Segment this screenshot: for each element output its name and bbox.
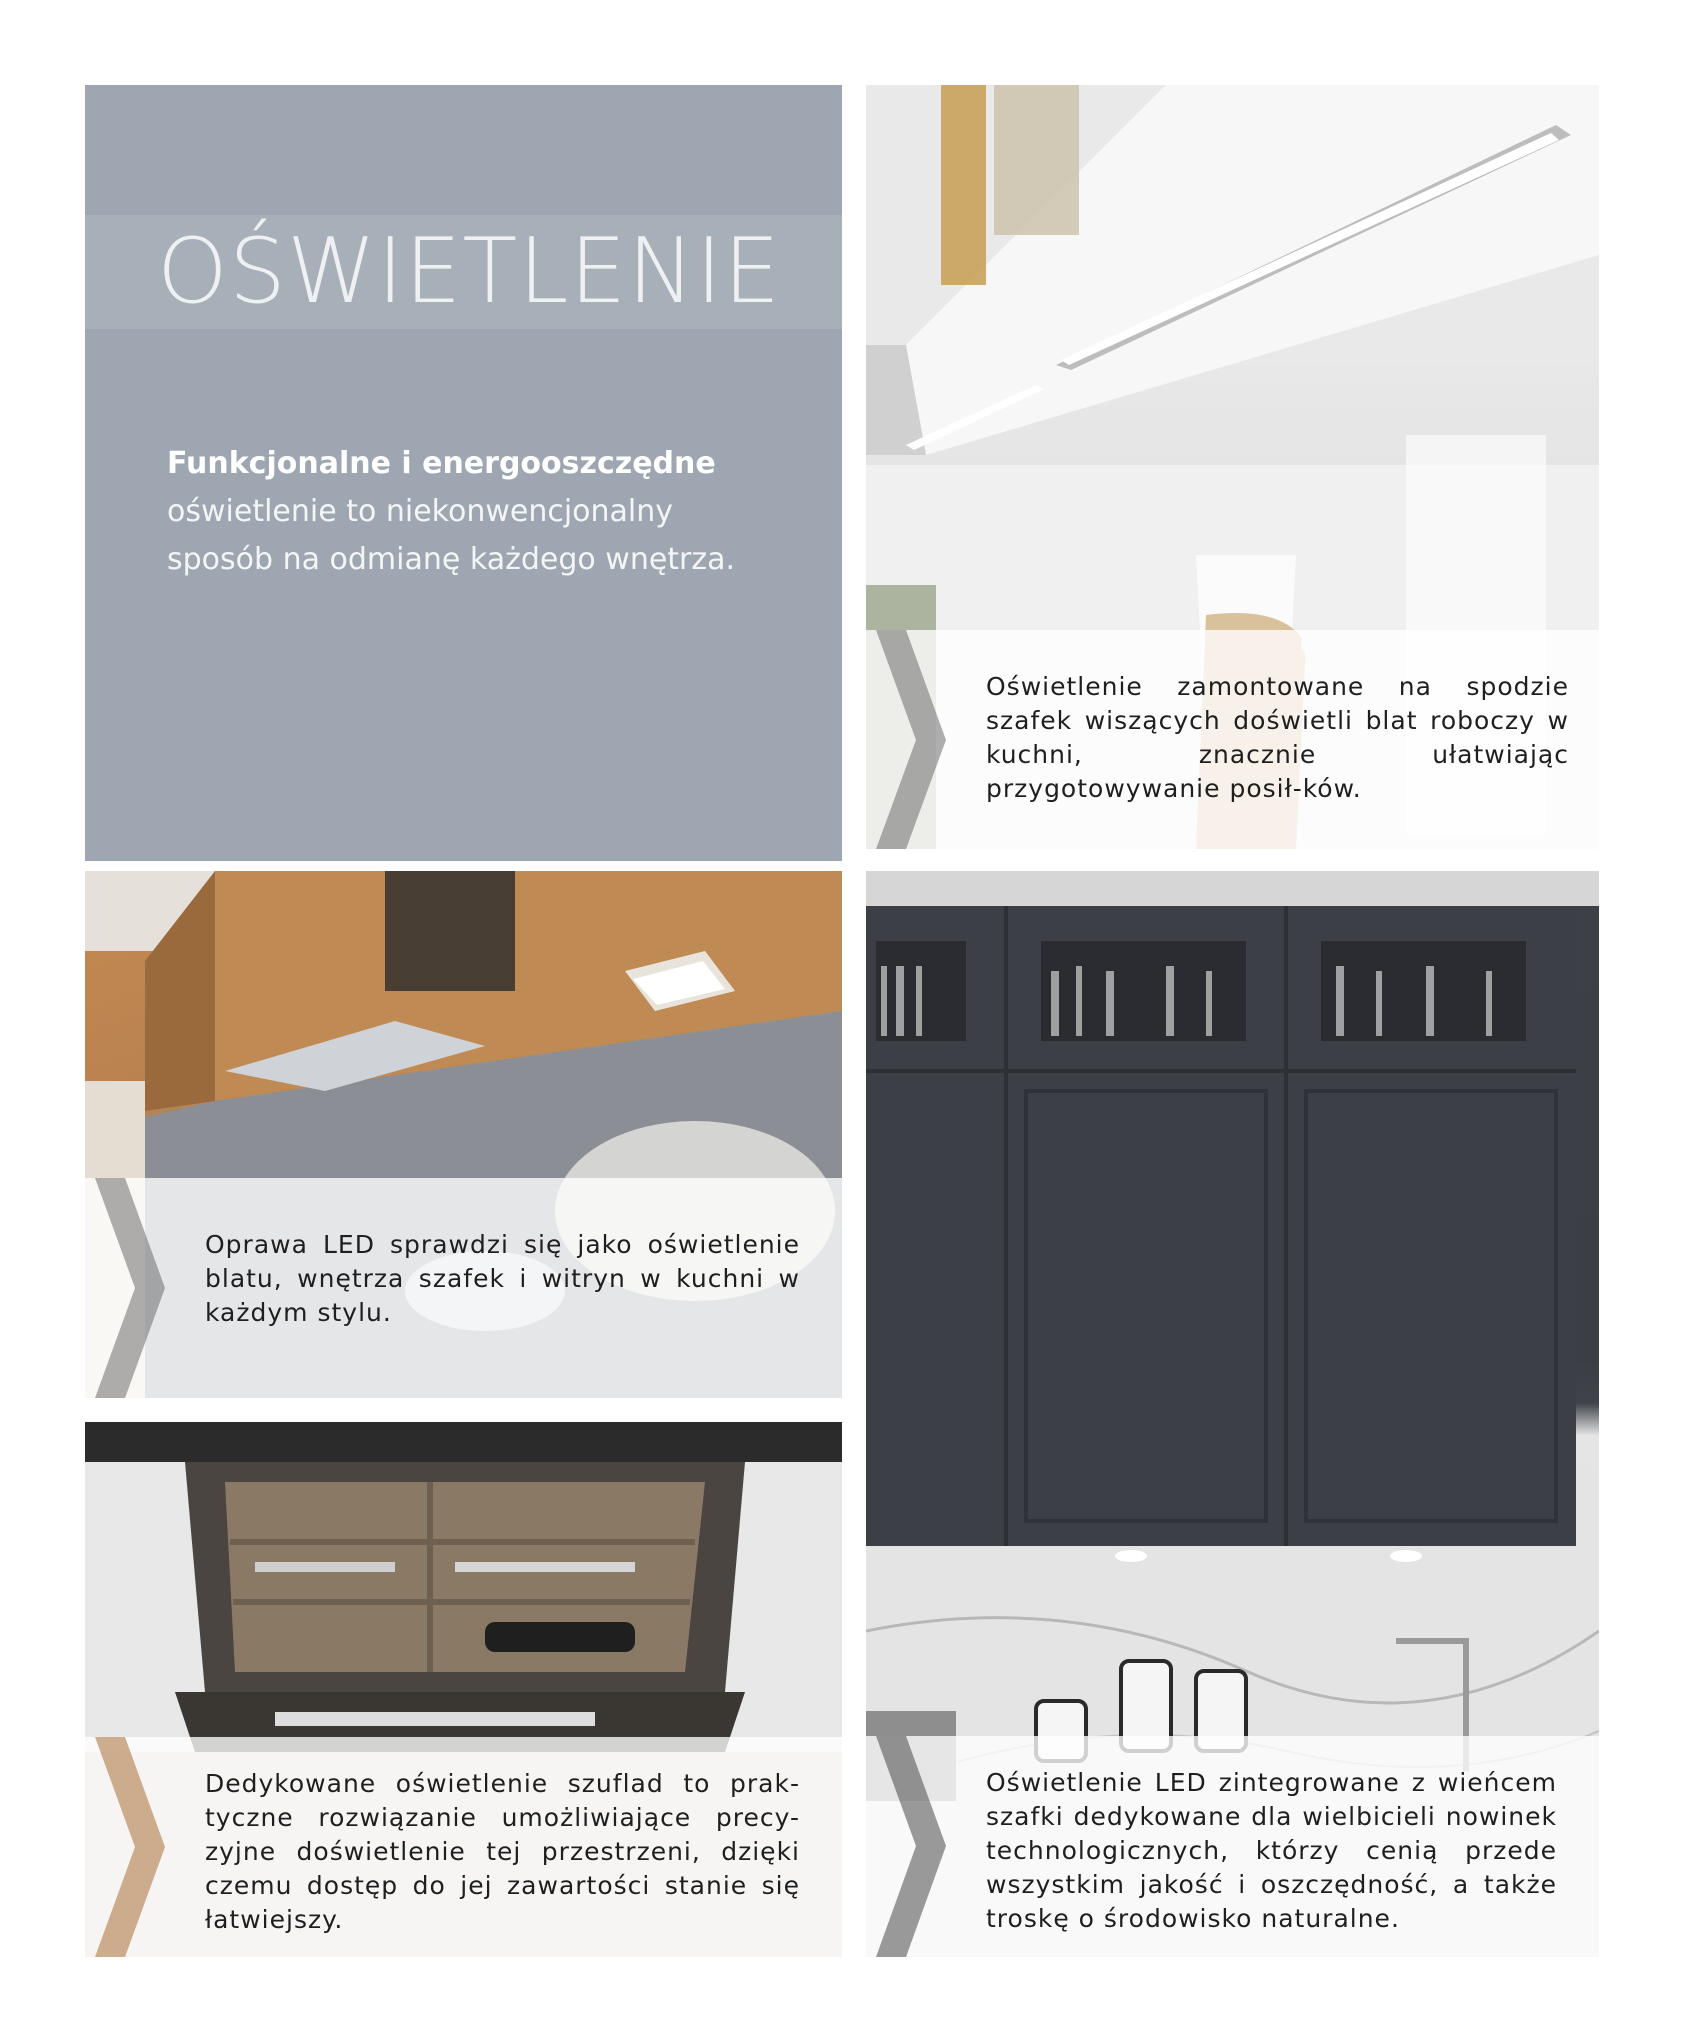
chevron-icon bbox=[876, 1736, 946, 1957]
intro-lead-rest: oświetlenie to niekonwencjonalny sposób na odmianę każdego wnętrza. bbox=[167, 494, 736, 577]
caption-text: Oświetlenie LED zintegrowane z wieńcem szafki dedykowane dla wielbicieli nowinek technologicznych, którzy cenią przede wszystkim jakość i oszczędność, a także troskę o środowisko naturalne. bbox=[986, 1768, 1557, 1933]
caption-text: Oprawa LED sprawdzi się jako oświetlenie blatu, wnętrza szafek i witryn w kuchni w każdym stylu. bbox=[205, 1230, 800, 1327]
intro-lead-bold: Funkcjonalne i energooszczędne bbox=[167, 446, 716, 481]
photo-led-fixture bbox=[85, 871, 842, 1398]
caption-box bbox=[866, 630, 1599, 849]
intro-lead bbox=[167, 440, 767, 584]
chevron-icon bbox=[876, 630, 946, 849]
page-title: OŚWIETLENIE bbox=[157, 219, 782, 324]
caption-text: Dedykowane oświetlenie szuflad to prak-tyczne rozwiązanie umożliwiające precy-zyjne doświetlenie tej przestrzeni, dzięki czemu dostęp do jej zawartości stanie się łatwiejszy. bbox=[205, 1769, 800, 1934]
caption-box bbox=[866, 1736, 1599, 1957]
photo-under-cabinet-lighting bbox=[866, 85, 1599, 849]
chevron-icon bbox=[95, 1737, 165, 1957]
chevron-icon bbox=[95, 1178, 165, 1398]
photo-drawer-lighting bbox=[85, 1422, 842, 1957]
caption-text: Oświetlenie zamontowane na spodzie szafek wiszących doświetli blat roboczy w kuchni, znacznie ułatwiając przygotowywanie posił-ków. bbox=[986, 672, 1569, 803]
caption-box bbox=[85, 1737, 842, 1957]
caption-box bbox=[85, 1178, 842, 1398]
intro-panel bbox=[85, 85, 842, 861]
photo-cabinet-cornice-led bbox=[866, 871, 1599, 1957]
